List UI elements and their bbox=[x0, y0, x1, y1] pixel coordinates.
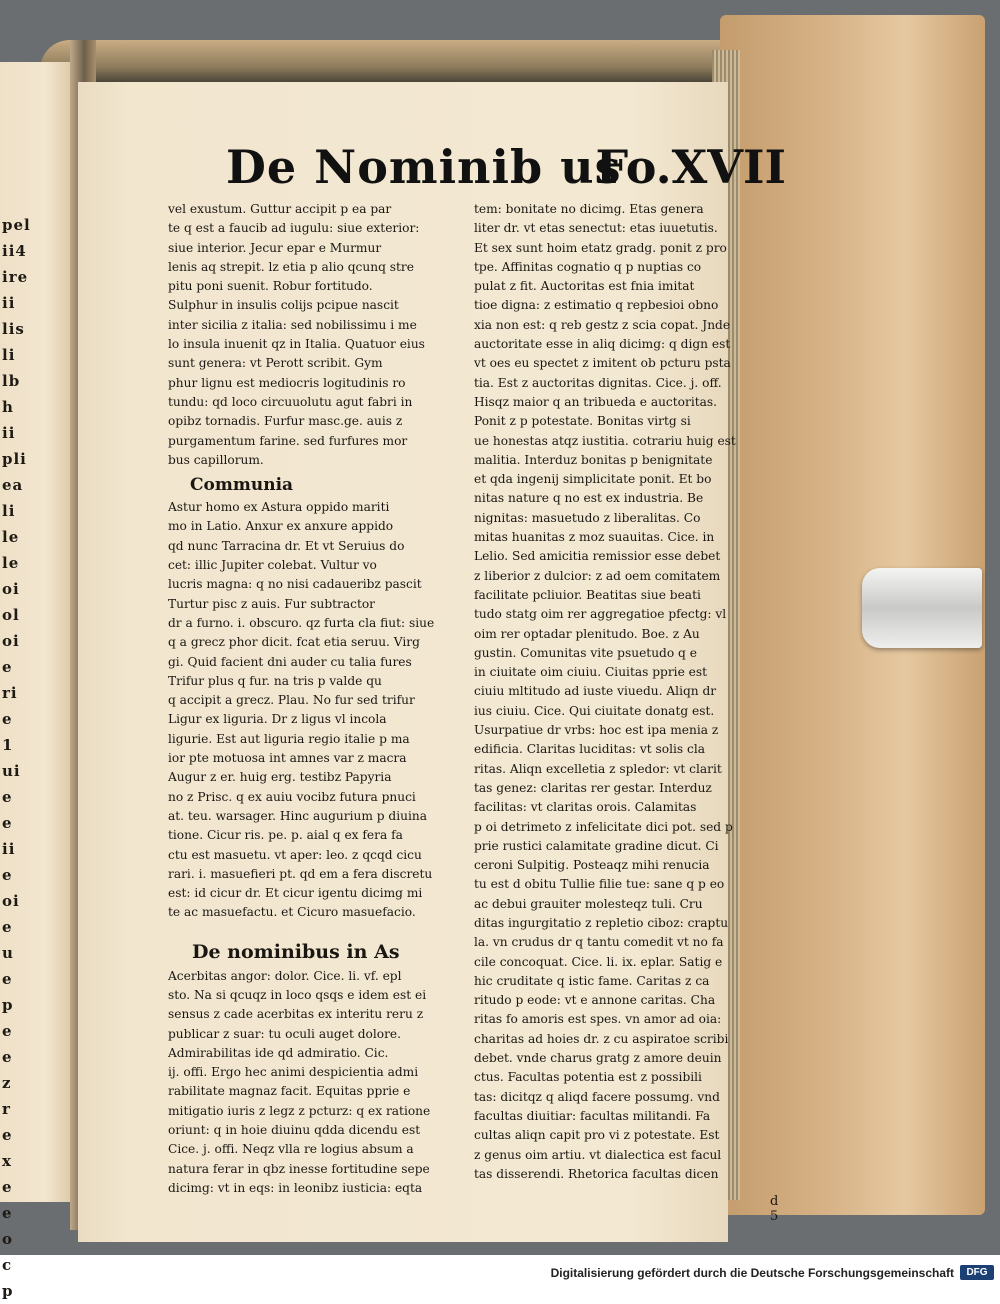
margin-fragment: e bbox=[2, 1048, 13, 1066]
margin-fragment: oi bbox=[2, 892, 20, 910]
margin-fragment: ii bbox=[2, 294, 16, 312]
text-line: Astur homo ex Astura oppido mariti bbox=[168, 500, 390, 515]
text-line: Turtur pisc z auis. Fur subtractor bbox=[168, 596, 376, 611]
left-column-block-1 bbox=[168, 200, 458, 470]
left-page-fragment bbox=[0, 62, 76, 1300]
text-line: ue honestas atqz iustitia. cotrariu huig est bbox=[474, 433, 736, 448]
running-title: De Nominib us bbox=[226, 140, 622, 194]
text-line: Acerbitas angor: dolor. Cice. li. vf. epl bbox=[168, 968, 402, 983]
text-line: oriunt: q in hoie diuinu qdda dicendu est bbox=[168, 1123, 421, 1138]
text-line: bus capillorum. bbox=[168, 452, 264, 467]
text-line: siue interior. Jecur epar e Murmur bbox=[168, 240, 382, 255]
text-line: Trifur plus q fur. na tris p valde qu bbox=[168, 673, 382, 688]
page-clip bbox=[862, 568, 982, 648]
folio-number: Fo.XVII bbox=[595, 140, 786, 194]
margin-fragment: oi bbox=[2, 632, 20, 650]
text-line: ctu est masuetu. vt aper: leo. z qcqd cicu bbox=[168, 847, 422, 862]
margin-fragment: 1 bbox=[2, 736, 14, 754]
left-column-block-2 bbox=[168, 498, 458, 923]
margin-fragment: lis bbox=[2, 320, 25, 338]
text-line: tpe. Affinitas cognatio q p nuptias co bbox=[474, 259, 702, 274]
margin-fragment: e bbox=[2, 1178, 13, 1196]
page-top-edge bbox=[40, 40, 730, 85]
text-line: tas genez: claritas rer gestar. Interduz bbox=[474, 780, 712, 795]
funding-credit: Digitalisierung gefördert durch die Deutsche Forschungsgemeinschaft bbox=[550, 1266, 954, 1280]
text-line: tione. Cicur ris. pe. p. aial q ex fera fa bbox=[168, 828, 403, 843]
page bbox=[78, 82, 786, 1242]
text-line: liter dr. vt etas senectut: etas iuuetutis. bbox=[474, 221, 718, 236]
margin-fragment: e bbox=[2, 970, 13, 988]
text-line: Ponit z p potestate. Bonitas virtg si bbox=[474, 414, 691, 429]
text-line: xia non est: q reb gestz z scia copat. Jnde bbox=[474, 317, 731, 332]
margin-fragment: ire bbox=[2, 268, 29, 286]
margin-fragment: e bbox=[2, 1204, 13, 1222]
margin-fragment: e bbox=[2, 1022, 13, 1040]
text-line: opibz tornadis. Furfur masc.ge. auis z bbox=[168, 414, 403, 429]
text-line: Ligur ex liguria. Dr z ligus vl incola bbox=[168, 712, 387, 727]
text-line: dicimg: vt in eqs: in leonibz iusticia: eqta bbox=[168, 1180, 423, 1195]
margin-fragment: e bbox=[2, 658, 13, 676]
margin-fragment: e bbox=[2, 788, 13, 806]
text-line: dr a furno. i. obscuro. qz furta cla fiut: siue bbox=[168, 615, 435, 630]
text-line: malitia. Interduz bonitas p benignitate bbox=[474, 452, 713, 467]
text-line: z liberior z dulcior: z ad oem comitatem bbox=[474, 568, 721, 583]
left-column bbox=[168, 200, 458, 1198]
text-line: ditas ingurgitatio z repletio ciboz: craptu bbox=[474, 915, 729, 930]
margin-fragment: c bbox=[2, 1256, 13, 1274]
text-line: nitas nature q no est ex industria. Be bbox=[474, 491, 704, 506]
text-line: ciuiu mltitudo ad iuste viuedu. Aliqn dr bbox=[474, 684, 717, 699]
margin-fragment: le bbox=[2, 528, 20, 546]
text-line: rabilitate magnaz facit. Equitas pprie e bbox=[168, 1084, 411, 1099]
margin-fragment: ri bbox=[2, 684, 18, 702]
margin-fragment: ii4 bbox=[2, 242, 27, 260]
text-line: z genus oim artiu. vt dialectica est facul bbox=[474, 1147, 722, 1162]
margin-fragment: ea bbox=[2, 476, 24, 494]
text-line: tas disserendi. Rhetorica facultas dicen bbox=[474, 1166, 719, 1181]
text-line: auctoritate esse in aliq dicimg: q dign est bbox=[474, 337, 731, 352]
margin-fragment: z bbox=[2, 1074, 12, 1092]
signature-mark: d 5 bbox=[770, 1194, 779, 1224]
text-line: ctus. Facultas potentia est z possibili bbox=[474, 1070, 702, 1085]
margin-fragment: pel bbox=[2, 216, 31, 234]
text-line: ior pte motuosa int amnes var z macra bbox=[168, 751, 407, 766]
text-line: publicar z suar: tu oculi auget dolore. bbox=[168, 1026, 402, 1041]
text-line: tia. Est z auctoritas dignitas. Cice. j. off. bbox=[474, 375, 722, 390]
margin-fragment: u bbox=[2, 944, 14, 962]
text-line: natura ferar in qbz inesse fortitudine sepe bbox=[168, 1161, 430, 1176]
text-line: et qda ingenij simplicitate ponit. Et bo bbox=[474, 472, 712, 487]
text-line: sto. Na si qcuqz in loco qsqs e idem est ei bbox=[168, 987, 427, 1002]
text-line: q a grecz phor dicit. fcat etia seruu. Virg bbox=[168, 635, 420, 650]
text-line: Hisqz maior q an tribueda e auctoritas. bbox=[474, 394, 718, 409]
text-line: pitu poni suenit. Robur fortitudo. bbox=[168, 279, 373, 294]
text-line: tudo statg oim rer aggregatioe pfectg: vl bbox=[474, 607, 727, 622]
margin-fragment: e bbox=[2, 710, 13, 728]
text-line: Usurpatiue dr vrbs: hoc est ipa menia z bbox=[474, 723, 719, 738]
text-line: te ac masuefactu. et Cicuro masuefacio. bbox=[168, 905, 416, 920]
text-line: ritudo p eode: vt e annone caritas. Cha bbox=[474, 993, 716, 1008]
text-line: Lelio. Sed amicitia remissior esse debet bbox=[474, 549, 721, 564]
margin-fragment: p bbox=[2, 1282, 14, 1300]
text-line: Augur z er. huig erg. testibz Papyria bbox=[168, 770, 392, 785]
left-column-block-3 bbox=[168, 967, 458, 1199]
margin-fragment: oi bbox=[2, 580, 20, 598]
text-line: tioe digna: z estimatio q repbesioi obno bbox=[474, 298, 719, 313]
text-line: vel exustum. Guttur accipit p ea par bbox=[168, 202, 392, 216]
text-line: te q est a faucib ad iugulu: siue exterior: bbox=[168, 221, 420, 236]
margin-fragment: x bbox=[2, 1152, 12, 1170]
text-line: Sulphur in insulis colijs pcipue nascit bbox=[168, 298, 399, 313]
text-line: lucris magna: q no nisi cadaueribz pascit bbox=[168, 577, 422, 592]
text-line: oim rer optadar plenitudo. Boe. z Au bbox=[474, 626, 700, 641]
text-line: nignitas: masuetudo z liberalitas. Co bbox=[474, 510, 701, 525]
section-heading-communia: Communia bbox=[190, 475, 294, 496]
margin-fragment: ii bbox=[2, 840, 16, 858]
margin-fragment: o bbox=[2, 1230, 14, 1248]
margin-fragment: li bbox=[2, 502, 16, 520]
section-heading-de-nominibus-in-as: De nominibus in As bbox=[192, 940, 400, 963]
text-line: cile concoquat. Cice. li. ix. eplar. Satig e bbox=[474, 954, 723, 969]
text-line: tundu: qd loco circuuolutu agut fabri in bbox=[168, 394, 413, 409]
text-line: gi. Quid facient dni auder cu talia fures bbox=[168, 654, 412, 669]
text-line: cultas aliqn capit pro vi z potestate. Est bbox=[474, 1128, 720, 1143]
text-line: ij. offi. Ergo hec animi despicientia admi bbox=[168, 1065, 419, 1080]
text-line: vt oes eu spectet z imitent ob pcturu psta bbox=[474, 356, 731, 371]
left-margin-text bbox=[2, 212, 42, 1304]
text-line: tu est d obitu Tullie filie tue: sane q p eo bbox=[474, 877, 725, 892]
text-line: la. vn crudus dr q tantu comedit vt no fa bbox=[474, 935, 724, 950]
text-line: in ciuitate oim ciuiu. Ciuitas pprie est bbox=[474, 665, 708, 680]
text-line: p oi detrimeto z infelicitate dici pot. sed p bbox=[474, 819, 733, 834]
text-line: purgamentum farine. sed furfures mor bbox=[168, 433, 408, 448]
text-line: q accipit a grecz. Plau. No fur sed trifur bbox=[168, 693, 415, 708]
footer-bar bbox=[0, 1262, 1000, 1284]
text-line: debet. vnde charus gratg z amore deuin bbox=[474, 1051, 722, 1066]
text-line: Et sex sunt hoim etatz gradg. ponit z pro bbox=[474, 240, 727, 255]
text-line: ac debui grauiter molesteqz tuli. Cru bbox=[474, 896, 703, 911]
text-line: qd nunc Tarracina dr. Et vt Seruius do bbox=[168, 538, 405, 553]
dfg-logo: DFG bbox=[960, 1265, 994, 1280]
margin-fragment: ui bbox=[2, 762, 21, 780]
text-line: mo in Latio. Anxur ex anxure appido bbox=[168, 519, 394, 534]
margin-fragment: pli bbox=[2, 450, 27, 468]
margin-fragment: r bbox=[2, 1100, 11, 1118]
text-line: phur lignu est mediocris logitudinis ro bbox=[168, 375, 406, 390]
text-line: facilitate pcliuior. Beatitas siue beati bbox=[474, 587, 701, 602]
text-line: at. teu. warsager. Hinc augurium p diuina bbox=[168, 808, 427, 823]
margin-fragment: e bbox=[2, 918, 13, 936]
text-line: facultas diuitiar: facultas militandi. Fa bbox=[474, 1108, 711, 1123]
text-line: tas: dicitqz q aliqd facere possumg. vnd bbox=[474, 1089, 720, 1104]
margin-fragment: ol bbox=[2, 606, 20, 624]
margin-fragment: li bbox=[2, 346, 16, 364]
text-line: lo insula inuenit qz in Italia. Quatuor eius bbox=[168, 337, 425, 352]
text-line: Cice. j. offi. Neqz vlla re logius absum a bbox=[168, 1142, 414, 1157]
text-line: ligurie. Est aut liguria regio italie p ma bbox=[168, 731, 410, 746]
text-line: pulat z fit. Auctoritas est fnia imitat bbox=[474, 279, 695, 294]
margin-fragment: ii bbox=[2, 424, 16, 442]
margin-fragment: e bbox=[2, 866, 13, 884]
text-line: cet: illic Jupiter colebat. Vultur vo bbox=[168, 558, 377, 573]
text-line: rari. i. masuefieri pt. qd em a fera discretu bbox=[168, 866, 433, 881]
text-line: ceroni Sulpitig. Posteaqz mihi renucia bbox=[474, 858, 710, 873]
text-line: no z Prisc. q ex auiu vocibz futura pnuci bbox=[168, 789, 416, 804]
text-line: lenis aq strepit. lz etia p alio qcunq stre bbox=[168, 259, 414, 274]
page-header bbox=[226, 140, 786, 200]
text-line: edificia. Claritas luciditas: vt solis cla bbox=[474, 742, 706, 757]
text-line: hic cruditate q istic fame. Caritas z ca bbox=[474, 973, 710, 988]
text-line: mitigatio iuris z legz z pcturz: q ex ratione bbox=[168, 1103, 431, 1118]
text-line: ius ciuiu. Cice. Qui ciuitate donatg est. bbox=[474, 703, 715, 718]
text-line: Admirabilitas ide qd admiratio. Cic. bbox=[168, 1045, 389, 1060]
margin-fragment: h bbox=[2, 398, 14, 416]
text-line: ritas fo amoris est spes. vn amor ad oia: bbox=[474, 1012, 722, 1027]
text-line: sensus z cade acerbitas ex interitu reru z bbox=[168, 1007, 424, 1022]
text-line: ritas. Aliqn excelletia z spledor: vt clarit bbox=[474, 761, 722, 776]
text-line: inter sicilia z italia: sed nobilissimu i me bbox=[168, 317, 417, 332]
margin-fragment: p bbox=[2, 996, 14, 1014]
text-line: facilitas: vt claritas orois. Calamitas bbox=[474, 800, 697, 815]
text-line: sunt genera: vt Perott scribit. Gym bbox=[168, 356, 383, 371]
text-line: tem: bonitate no dicimg. Etas genera bbox=[474, 202, 704, 216]
text-line: prie rustici calamitate gradine dicut. Ci bbox=[474, 838, 719, 853]
margin-fragment: e bbox=[2, 814, 13, 832]
margin-fragment: e bbox=[2, 1126, 13, 1144]
margin-fragment: lb bbox=[2, 372, 21, 390]
right-column bbox=[474, 200, 774, 1184]
text-line: gustin. Comunitas vite psuetudo q e bbox=[474, 645, 697, 660]
text-line: mitas huanitas z moz suauitas. Cice. in bbox=[474, 530, 715, 545]
text-line: charitas ad hoies dr. z cu aspiratoe scribi bbox=[474, 1031, 729, 1046]
text-line: est: id cicur dr. Et cicur igentu dicimg mi bbox=[168, 886, 423, 901]
margin-fragment: le bbox=[2, 554, 20, 572]
